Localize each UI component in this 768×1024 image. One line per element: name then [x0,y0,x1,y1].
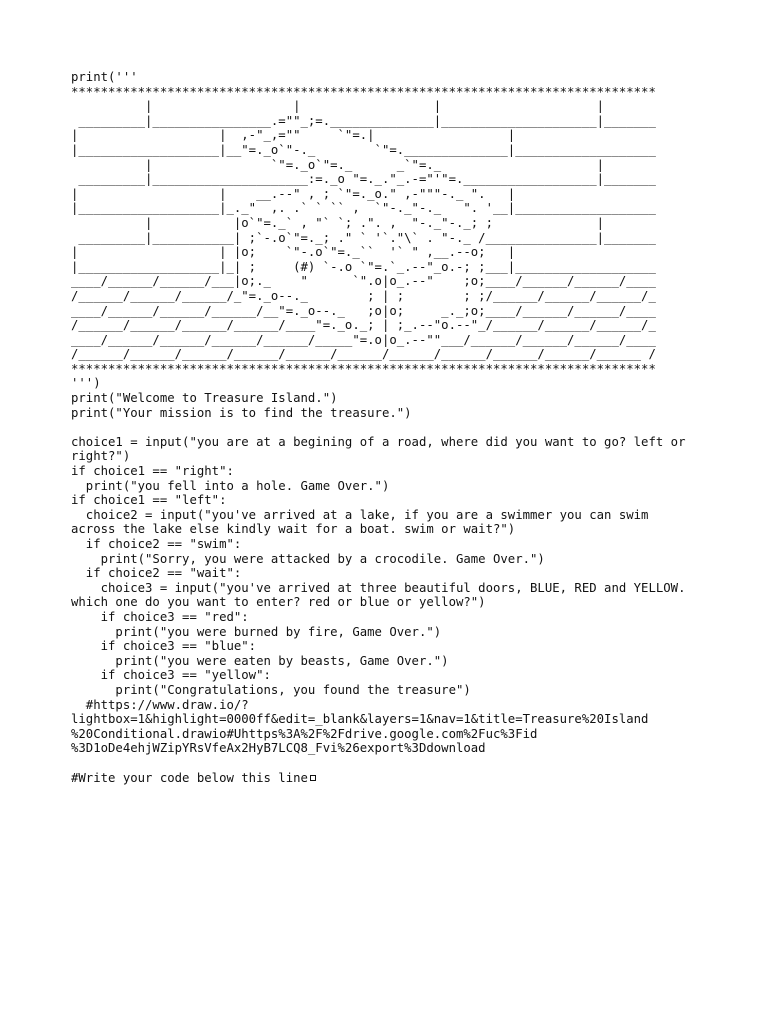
ascii-art-line: | |o`"=._` , "` `; .". , "-._"-._; ; | [71,215,605,230]
code-line: print("you were eaten by beasts, Game Over.") [71,653,449,668]
ascii-art-line: | | |o; `"-.o`"=._`` '` " ,__.--o; | [71,245,516,260]
ascii-art-line: _________|________________.=""_;=.______________|_____________________|_______ [71,113,656,128]
code-line: if choice1 == "left": [71,493,227,508]
ascii-art-line: ____/______/______/___|o;._ " `".o|o_.--" ;o;____/______/______/____ [71,274,656,289]
ascii-art-line: ******************************************************************************* [71,84,656,99]
code-line: if choice3 == "yellow": [71,668,271,683]
ascii-art-line: ******************************************************************************* [71,361,656,376]
ascii-art-line: _________|___________| ;`-.o`"=._; ." ` '`."\` . "-._ /_______________|_______ [71,230,656,245]
placeholder-box-icon [310,775,316,781]
comment-url-line: %3D1oDe4ehjWZipYRsVfeAx2HyB7LCQ8_Fvi%26export%3Ddownload [71,741,486,756]
code-line: print("Welcome to Treasure Island.") [71,391,338,406]
ascii-art-line: | `"=._o`"=._ _`"=._ | [71,157,605,172]
ascii-art-line: | | ,-"_,="" `"=.| | [71,128,516,143]
code-line: which one do you want to enter? red or blue or yellow?") [71,595,486,610]
code-line: choice3 = input("you've arrived at three beautiful doors, BLUE, RED and YELLOW. [71,580,686,595]
document-page [71,70,761,785]
ascii-art-line: | | __.--" , ; `"=._o." ,-"""-._ ". | [71,186,516,201]
ascii-art-line: /______/______/______/______/______/______/______/______/______/______/______ / [71,347,656,362]
code-line: right?") [71,449,131,464]
ascii-art-line: | | | | [71,99,605,114]
ascii-art-line: /______/______/______/______/____"=._o._; | ;_.--"o.--"_/______/______/______/_ [71,318,656,333]
blank-line [71,756,761,771]
write-code-comment: #Write your code below this line [71,770,308,785]
ascii-art-line: ____/______/______/______/__"=._o--._ ;o|o; _._;o;____/______/______/____ [71,303,656,318]
ascii-art-line: |___________________|__"=._o`"-._ `"=.______________|___________________ [71,142,656,157]
ascii-art-line: _________|_____________________:=._o "=._."_.-="'"=.__________________|_______ [71,172,656,187]
comment-line [71,771,761,786]
code-line: if choice2 == "swim": [71,537,242,551]
ascii-art-line: |___________________|_._" ,. .` ` `` , `"-._"-._ ". '__|___________________ [71,201,656,216]
code-listing [71,70,761,785]
code-line: if choice3 == "blue": [71,639,257,654]
code-line: choice1 = input("you are at a begining of a road, where did you want to go? left or [71,434,686,449]
code-line: print("you were burned by fire, Game Over.") [71,624,442,639]
ascii-art-line: ____/______/______/______/______/_____"=.o|o_.--""___/______/______/______/____ [71,332,656,347]
code-line: if choice2 == "wait": [71,566,242,581]
code-line: print("Your mission is to find the treasure.") [71,405,412,420]
comment-url-line: %20Conditional.drawio#Uhttps%3A%2F%2Fdrive.google.com%2Fuc%3Fid [71,726,538,741]
ascii-art-line: |___________________|_| ; (#) `-.o `"=.`_.--"_o.-; ;___|___________________ [71,259,656,274]
code-line: choice2 = input("you've arrived at a lake, if you are a swimmer you can swim [71,507,649,522]
code-line: print("you fell into a hole. Game Over.") [71,478,390,493]
comment-url-line: #https://www.draw.io/? [71,697,249,712]
code-line: print(''' [71,70,138,84]
blank-line [71,420,761,435]
code-line: print("Congratulations, you found the treasure") [71,682,471,697]
code-line: ''') [71,376,101,391]
code-line: if choice3 == "red": [71,609,249,624]
code-line: print("Sorry, you were attacked by a crocodile. Game Over.") [71,551,545,566]
comment-url-line: lightbox=1&highlight=0000ff&edit=_blank&layers=1&nav=1&title=Treasure%20Island [71,712,649,727]
code-line: if choice1 == "right": [71,464,234,479]
ascii-art-line: /______/______/______/_"=._o--._ ; | ; ; ;/______/______/______/_ [71,288,656,303]
code-line: across the lake else kindly wait for a boat. swim or wait?") [71,522,516,537]
